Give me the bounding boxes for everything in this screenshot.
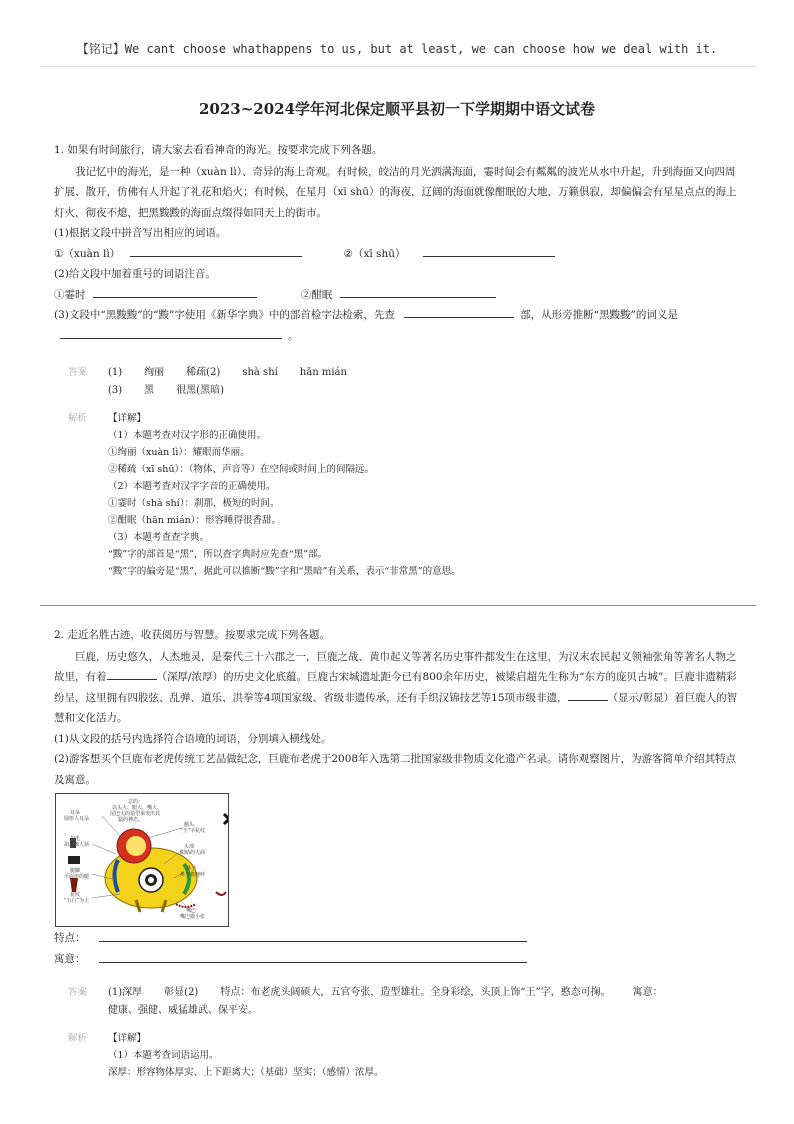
tiger-label-leg: 腿脚 [70, 868, 81, 874]
answer-2-line-2: 健康、强健、威猛雄武、保平安。 [108, 1005, 258, 1016]
answer-blank[interactable] [568, 688, 608, 701]
tiger-label-mouth: 嘴巴 [186, 908, 197, 914]
tiger-label-top-4: 猛的神态。 [118, 817, 144, 823]
exam-title: 2023~2024学年河北保定顺平县初一下学期期中语文试卷 [198, 100, 596, 118]
answer-1-row-1: (1) 绚丽 稀疏(2) shà shí hān mián [108, 367, 347, 378]
q2-sub1: (1)从文段的括号内选择符合语境的词语，分别填入横线处。 [54, 732, 332, 745]
answer-blank[interactable] [93, 285, 257, 298]
meaning-answer-line[interactable] [99, 962, 527, 963]
feature-label: 特点： [54, 932, 86, 944]
tiger-label-top-2: 以头大、眼大、嘴大、 [112, 805, 163, 811]
question-2 [54, 625, 744, 790]
tiger-label-pattern-desc: “五行”为主 [64, 898, 90, 904]
header-rule [40, 66, 756, 67]
analysis-line: （3）本题考查查字典。 [108, 532, 210, 543]
analysis-line: “黢”字的偏旁是“黑”，据此可以推断“黢”字和“黑暗”有关系，表示“非常黑”的意思。 [108, 566, 461, 577]
answer-blank[interactable] [340, 285, 496, 298]
feature-answer-line[interactable] [99, 941, 527, 942]
analysis-line: 【详解】 [108, 1033, 147, 1044]
analysis-line: ②稀疏（xī shū）：（物体、声音等）在空间或时间上的间隔远。 [108, 464, 375, 475]
tiger-label-pattern: 花纹 [70, 892, 81, 898]
q1-sub2: (2)给文段中加着重号的词语注音。 [54, 268, 216, 280]
analysis-line: ①绚丽（xuàn lì）：耀眼而华丽。 [108, 447, 250, 458]
tiger-label-forehead-desc: “王”字花纹 [180, 828, 206, 834]
tiger-label-whisker: 胡毛 [70, 836, 81, 842]
analysis-line: 【详解】 [108, 413, 147, 424]
answer-label: 答案 [68, 987, 88, 998]
tiger-label-whisker-desc: 胡毛像人须 [64, 842, 90, 848]
answer-blank[interactable] [130, 244, 302, 257]
tiger-label-top-3: 尾巴大的造型来突出其 [110, 811, 161, 817]
feature-field-row [54, 930, 86, 945]
analysis-2 [108, 1030, 758, 1081]
answer-2 [68, 984, 758, 1081]
analysis-line: （2）本题考查对汉字字音的正确使用。 [108, 481, 276, 492]
motto-banner: 【铭记】We cant choose whathappens to us, but at least, we can choose how we deal with it. [76, 42, 718, 56]
q2-passage: 巨鹿，历史悠久，人杰地灵，是秦代三十六郡之一，巨鹿之战、黄巾起义等著名历史事件都发生在这里，为汉末农民起义领袖张角等著名人物之故里，有着 （深厚/浓厚）的历史文化底蕴。巨鹿古宋城遗址距今已有800余年历史，被梁启超先生称为“东方的庞贝古城”。巨鹿非遗精彩纷呈，这里拥有四股弦、乱弹、道乐、洪拳等4项国家级、省级非遗传承，还有手织汉锦技艺等15项市级非遗， （显示/彰显）着巨鹿人的智慧和文化活力。 [54, 650, 738, 724]
q1-sub1: (1)根据文段中拼音写出相应的词语。 [54, 227, 227, 239]
q1-passage: 我记忆中的海光，是一种（xuàn lì）、奇异的海上奇观。有时候，皎洁的月光洒满海面，霎 ·时间会有粼粼的波光从水中升起，升到海面又向四周扩展、散开，仿佛有人升起了礼花和焰火；有时候，在星月（xī shū）的海夜，辽阔的海面就像酣 ·眠的大地，万籁俱寂，却偏偏会有星星点点的海上灯火，彻夜不熄，把黑黢黢的海面点缀得如同天上的街市。 [54, 162, 744, 224]
analysis-label: 解析 [68, 413, 88, 424]
cloth-tiger-illustration [56, 794, 228, 926]
tiger-label-leg-desc: 平面形的腿 [64, 874, 90, 880]
question-1 [54, 140, 744, 346]
cloth-tiger-diagram [55, 793, 229, 927]
meaning-label: 寓意： [54, 953, 86, 965]
answer-blank[interactable] [107, 667, 157, 680]
q1-sub3: (3)文段中“黑黢黢”的“黢”字使用《新华字典》中的部首检字法检索，先查 部，从形旁推断“黑黢黢”的词义是 。 [54, 305, 744, 346]
answer-blank[interactable] [423, 244, 555, 257]
tiger-label-ear-desc: 圆形人耳朵 [64, 816, 90, 822]
q1-sub2-blanks: ①霎时 ②酣眠 [54, 285, 744, 306]
tiger-label-head-desc: 眼睛的大面 [180, 850, 206, 856]
q1-stem: 1. 如果有时间旅行，请大家去看看神奇的海光。按要求完成下列各题。 [54, 144, 383, 156]
answer-label: 答案 [68, 367, 88, 378]
analysis-line: （1）本题考查对汉字形的正确使用。 [108, 430, 267, 441]
tiger-label-top: 总的： [128, 799, 144, 805]
meaning-field-row [54, 951, 86, 966]
tiger-label-ear: 耳朵 [70, 810, 81, 816]
q2-stem: 2. 走近名胜古迹，收获阅历与智慧。按要求完成下列各题。 [54, 629, 330, 641]
answer-1 [68, 364, 758, 580]
tiger-label-nose-desc: 鼻子微翘呼 [180, 872, 206, 878]
question-divider [40, 605, 756, 606]
tiger-label-nose: 鼻子 [186, 866, 197, 872]
analysis-1 [108, 410, 758, 580]
analysis-line: ①霎时（shà shí）：刹那，极短的时间。 [108, 498, 280, 509]
emphasis-char-1: 霎 · [484, 166, 495, 178]
analysis-line: （1）本题考查词语运用。 [108, 1050, 219, 1061]
q1-sub1-blanks: ①（xuàn lì） ②（xī shū） [54, 244, 744, 265]
emphasis-char-2: 酣 · [495, 186, 506, 198]
answer-blank[interactable] [60, 326, 282, 339]
answer-1-row-2: (3) 黑 很黑(黑暗) [108, 385, 224, 396]
analysis-line: “黢”字的部首是“黑”，所以查字典时应先查“黑”部。 [108, 549, 328, 560]
tiger-label-forehead: 额头 [184, 822, 195, 828]
answer-blank[interactable] [404, 305, 514, 318]
analysis-label: 解析 [68, 1033, 88, 1044]
tiger-label-mouth-desc: 嘴巴微小张 [180, 914, 206, 920]
analysis-line: ②酣眠（hān mián）：形容睡得很香甜。 [108, 515, 281, 526]
analysis-line: 深厚：形容物体厚实、上下距离大；（基础）坚实；（感情）浓厚。 [108, 1067, 384, 1078]
tiger-label-head: 头部 [184, 844, 195, 850]
q2-sub2: (2)游客想买个巨鹿布老虎传统工艺品做纪念，巨鹿布老虎于2008年入选第二批国家级非物质文化遗产名录。请你观察图片，为游客简单介绍其特点及寓意。 [54, 753, 737, 786]
answer-2-line-1: (1)深厚 彰显(2) 特点：布老虎头阔硕大，五官夸张，造型雄壮。全身彩绘，头顶上饰“王”字，憨态可掬。 寓意： [108, 987, 663, 998]
